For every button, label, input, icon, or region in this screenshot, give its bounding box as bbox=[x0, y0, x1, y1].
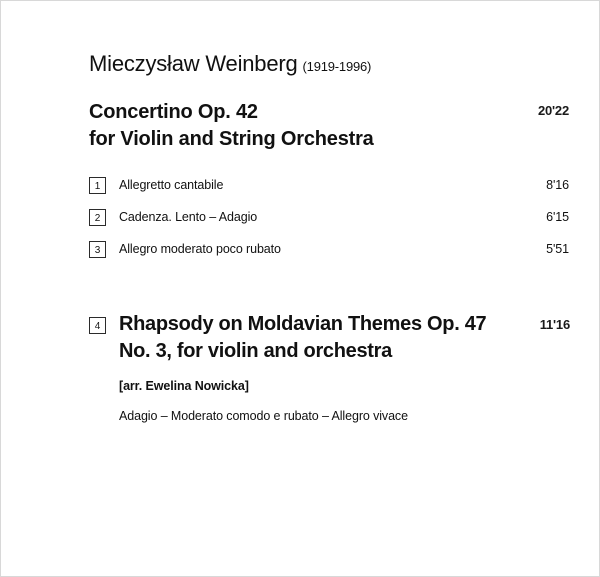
work-1-tracklist bbox=[89, 169, 569, 265]
track-duration: 5'51 bbox=[546, 242, 569, 256]
track-title: Allegretto cantabile bbox=[119, 178, 224, 192]
track-number: 1 bbox=[89, 177, 106, 194]
work-2-arranger: [arr. Ewelina Nowicka] bbox=[119, 379, 249, 393]
work-2-title-line-2: No. 3, for violin and orchestra bbox=[119, 340, 392, 362]
work-2-block bbox=[89, 311, 569, 423]
work-2-duration: 11'16 bbox=[539, 317, 570, 332]
track-title: Cadenza. Lento – Adagio bbox=[119, 210, 258, 224]
composer-name: Mieczysław Weinberg bbox=[89, 51, 298, 76]
track-title: Allegro moderato poco rubato bbox=[119, 242, 281, 256]
work-1-title bbox=[89, 99, 489, 153]
work-1-title-block bbox=[89, 99, 569, 153]
work-1-duration: 20'22 bbox=[537, 103, 569, 118]
composer-dates: (1919-1996) bbox=[302, 59, 372, 74]
work-2-title bbox=[119, 311, 551, 365]
work-1-title-line-1: Concertino Op. 42 bbox=[89, 101, 258, 123]
track-row bbox=[89, 201, 569, 233]
tracklist-content bbox=[89, 51, 569, 423]
work-1-title-line-2: for Violin and String Orchestra bbox=[89, 128, 374, 150]
track-number: 2 bbox=[89, 209, 106, 226]
work-2-title-line-1: Rhapsody on Moldavian Themes Op. 47 bbox=[119, 313, 487, 335]
track-number: 3 bbox=[89, 241, 106, 258]
track-row bbox=[89, 169, 569, 201]
work-2-movements: Adagio – Moderato comodo e rubato – Allegro vivace bbox=[119, 409, 408, 423]
work-2-text-column bbox=[119, 311, 569, 423]
track-number: 4 bbox=[89, 317, 106, 334]
composer-heading bbox=[89, 51, 569, 77]
track-duration: 8'16 bbox=[546, 178, 569, 192]
work-2-heading bbox=[89, 311, 569, 423]
track-duration: 6'15 bbox=[546, 210, 569, 224]
track-row bbox=[89, 233, 569, 265]
